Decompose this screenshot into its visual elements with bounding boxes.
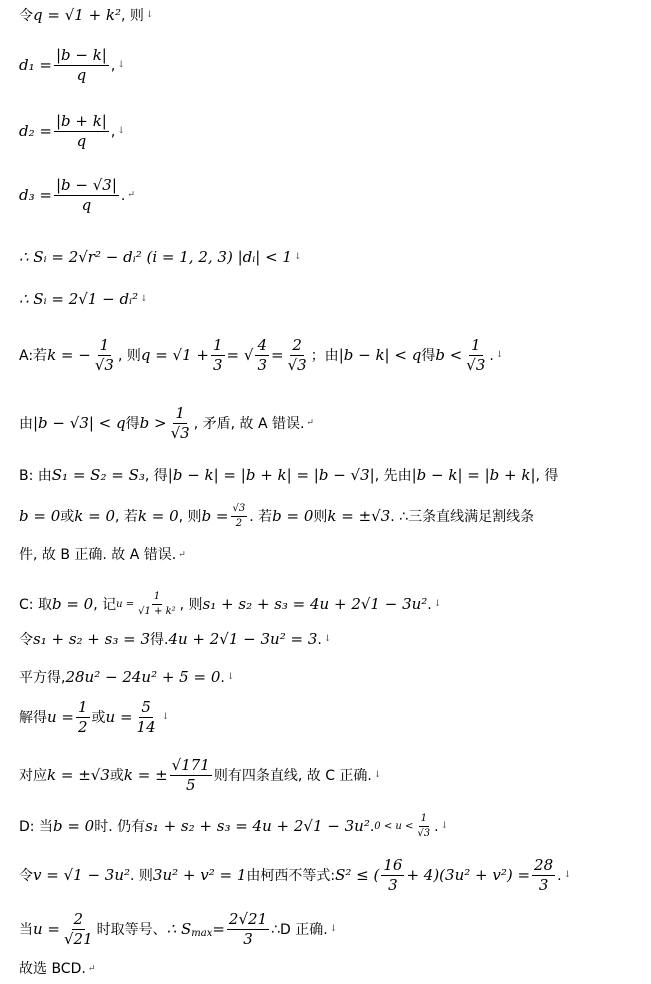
solution-line-3 bbox=[19, 114, 643, 149]
text: , 若 bbox=[115, 508, 138, 525]
formula: |b − k| = |b + k| = |b − √3| bbox=[167, 466, 375, 484]
fraction: $\frac{1}{\text{√1 + k²}}$ bbox=[138, 591, 176, 617]
text: ∴D 正确. bbox=[271, 921, 328, 938]
formula: ∴ S bbox=[166, 920, 192, 938]
fraction: $\frac{1}{√3}$ bbox=[417, 813, 431, 839]
fraction: $\frac{√3}{2}$ bbox=[232, 503, 246, 529]
solution-line-11 bbox=[19, 548, 643, 562]
solution-line-20 bbox=[19, 962, 643, 976]
solution-line-14 bbox=[19, 670, 643, 685]
text: . ∴三条直线满足割线条 bbox=[390, 508, 535, 525]
formula: 28u² − 24u² + 5 = 0 bbox=[65, 668, 221, 686]
text: , 得 bbox=[144, 467, 168, 484]
formula: b < bbox=[435, 346, 463, 364]
text: , 则 bbox=[121, 7, 144, 24]
line-break-mark: ↓ bbox=[433, 599, 442, 609]
text: 得 bbox=[421, 347, 436, 364]
fraction: $\frac{1}{2}$ bbox=[78, 698, 88, 736]
formula: S² ≤ ( bbox=[335, 866, 380, 884]
text: . bbox=[427, 596, 432, 613]
text: , bbox=[110, 123, 116, 140]
text: , 先由 bbox=[374, 467, 412, 484]
formula: = √ bbox=[226, 346, 254, 364]
formula: + 4)(3u² + v²) = bbox=[406, 866, 531, 884]
formula: u = bbox=[105, 708, 133, 726]
text: 得 bbox=[125, 415, 140, 432]
formula: 4u + 2√1 − 3u² = 3 bbox=[168, 630, 318, 648]
text: . bbox=[434, 818, 439, 835]
formula: 0 < u < bbox=[374, 820, 414, 832]
text: 对应 bbox=[19, 767, 47, 784]
text: , 则 bbox=[178, 508, 202, 525]
text: 或 bbox=[60, 508, 75, 525]
fraction: $\frac{1}{3}$ bbox=[213, 336, 223, 374]
formula: |b − k| < q bbox=[338, 346, 422, 364]
solution-line-19 bbox=[19, 912, 643, 947]
formula: q = √1 + bbox=[140, 346, 209, 364]
fraction: $\frac{1}{√3}$ bbox=[466, 336, 486, 374]
formula: b = 0 bbox=[51, 595, 94, 613]
text: 件, 故 B 正确. 故 A 错误. bbox=[19, 547, 177, 563]
solution-line-17 bbox=[19, 814, 643, 839]
text: 由 bbox=[19, 415, 33, 432]
formula: v = √1 − 3u² bbox=[33, 866, 131, 884]
solution-line-10 bbox=[19, 504, 643, 529]
solution-line-15 bbox=[19, 700, 643, 735]
formula: q = √1 + k² bbox=[33, 6, 122, 24]
fraction: $\frac{2√21}{3}$ bbox=[228, 910, 268, 948]
solution-line-16 bbox=[19, 758, 643, 793]
formula: s₁ + s₂ + s₃ = 4u + 2√1 − 3u² bbox=[145, 817, 370, 835]
text: B: 由 bbox=[19, 467, 52, 484]
formula: u = bbox=[116, 598, 135, 610]
formula: ∴ Sᵢ = 2√r² − dᵢ² (i = 1, 2, 3) |dᵢ| < 1 bbox=[19, 248, 292, 266]
text: . bbox=[317, 631, 322, 648]
text: 当 bbox=[19, 921, 33, 938]
text: 解得 bbox=[19, 709, 47, 726]
solution-line-18 bbox=[19, 858, 643, 893]
formula: b = 0 bbox=[272, 507, 314, 525]
formula: k = ±√3 bbox=[47, 766, 110, 784]
text: . 若 bbox=[249, 508, 273, 525]
line-break-mark: ↓ bbox=[373, 770, 382, 780]
line-break-mark: ↓ bbox=[440, 821, 449, 831]
text: 平方得, bbox=[19, 669, 66, 686]
formula: d₃ = bbox=[19, 186, 52, 204]
text: 时. 仍有 bbox=[94, 818, 146, 835]
text: A:若 bbox=[19, 347, 48, 364]
fraction: $\frac{4}{3}$ bbox=[257, 336, 267, 374]
line-break-mark: ↵ bbox=[127, 190, 135, 200]
fraction: $\frac{|b + k|}{q}$ bbox=[55, 112, 107, 150]
text: C: 取 bbox=[19, 596, 52, 613]
text: , bbox=[110, 57, 116, 74]
formula: b = 0 bbox=[19, 507, 61, 525]
formula: S₁ = S₂ = S₃ bbox=[51, 466, 145, 484]
text: 时取等号、 bbox=[96, 921, 167, 938]
text: . bbox=[489, 347, 494, 364]
line-break-mark: ↵ bbox=[87, 963, 96, 974]
fraction: $\frac{5}{14}$ bbox=[136, 698, 156, 736]
line-break-mark: ↓ bbox=[293, 252, 302, 262]
fraction: $\frac{1}{√3}$ bbox=[170, 404, 190, 442]
line-break-mark: ↓ bbox=[329, 924, 338, 934]
text: . bbox=[557, 867, 562, 884]
line-break-mark: ↓ bbox=[226, 672, 235, 682]
text: 令 bbox=[19, 7, 33, 24]
line-break-mark: ↵ bbox=[178, 549, 186, 560]
line-break-mark: ↵ bbox=[306, 418, 314, 428]
text: . 则 bbox=[130, 867, 153, 884]
formula: s₁ + s₂ + s₃ = 4u + 2√1 − 3u² bbox=[202, 595, 428, 613]
formula: k = − bbox=[47, 346, 91, 364]
text: 令 bbox=[19, 867, 33, 884]
solution-line-13 bbox=[19, 632, 643, 647]
solution-line-4 bbox=[19, 178, 643, 213]
text: 由柯西不等式: bbox=[246, 867, 336, 884]
text: D: 当 bbox=[19, 818, 53, 835]
fraction: $\frac{|b - k|}{q}$ bbox=[55, 46, 107, 84]
text: 令 bbox=[19, 631, 33, 648]
formula: k = 0 bbox=[74, 507, 115, 525]
formula: s₁ + s₂ + s₃ = 3 bbox=[33, 630, 150, 648]
solution-line-2 bbox=[19, 48, 643, 83]
formula: k = ±√3 bbox=[327, 507, 391, 525]
formula: u = bbox=[33, 920, 60, 938]
line-break-mark: ↓ bbox=[161, 712, 170, 722]
fraction: $\frac{√171}{5}$ bbox=[171, 756, 210, 794]
solution-line-12 bbox=[19, 592, 643, 617]
text: , 记 bbox=[93, 596, 117, 613]
formula: b = bbox=[201, 507, 229, 525]
text: , 则 bbox=[117, 347, 141, 364]
line-break-mark: ↓ bbox=[323, 634, 332, 644]
formula: u = bbox=[47, 708, 74, 726]
text: , 矛盾, 故 A 错误. bbox=[193, 415, 305, 432]
line-break-mark: ↓ bbox=[495, 350, 504, 360]
fraction: $\frac{2}{√21}$ bbox=[64, 910, 93, 948]
formula: d₁ = bbox=[19, 56, 52, 74]
formula: = bbox=[271, 346, 284, 364]
text: . bbox=[369, 818, 375, 835]
fraction: $\frac{|b - √3|}{q}$ bbox=[55, 176, 117, 214]
text: 则 bbox=[313, 508, 328, 525]
formula: 3u² + v² = 1 bbox=[152, 866, 247, 884]
line-break-mark: ↓ bbox=[117, 60, 125, 70]
text: 故选 BCD. bbox=[19, 961, 86, 977]
formula: ∴ Sᵢ = 2√1 − dᵢ² bbox=[19, 290, 139, 308]
text: , 得 bbox=[535, 467, 559, 484]
formula: k = 0 bbox=[137, 507, 179, 525]
formula: |b − √3| < q bbox=[33, 414, 126, 432]
solution-line-7 bbox=[19, 338, 643, 373]
fraction: $\frac{28}{3}$ bbox=[534, 856, 554, 894]
formula: k = ± bbox=[123, 766, 168, 784]
subscript: max bbox=[191, 927, 213, 939]
line-break-mark: ↓ bbox=[117, 126, 125, 136]
fraction: $\frac{2}{√3}$ bbox=[287, 336, 307, 374]
text: 得. bbox=[150, 631, 169, 648]
formula: b > bbox=[139, 414, 167, 432]
line-break-mark: ↓ bbox=[145, 10, 154, 20]
text: 或 bbox=[91, 709, 106, 726]
text: . bbox=[120, 187, 126, 204]
formula: |b − k| = |b + k| bbox=[411, 466, 536, 484]
formula: b = 0 bbox=[52, 817, 95, 835]
solution-line-6 bbox=[19, 292, 643, 307]
formula: d₂ = bbox=[19, 122, 52, 140]
fraction: $\frac{1}{√3}$ bbox=[94, 336, 114, 374]
solution-line-8 bbox=[19, 406, 643, 441]
text: 则有四条直线, 故 C 正确. bbox=[213, 767, 372, 784]
line-break-mark: ↓ bbox=[140, 294, 148, 304]
fraction: $\frac{16}{3}$ bbox=[383, 856, 403, 894]
text: ；由 bbox=[310, 347, 339, 364]
text: , 则 bbox=[179, 596, 203, 613]
text: 或 bbox=[109, 767, 124, 784]
line-break-mark: ↓ bbox=[563, 870, 572, 880]
solution-line-1 bbox=[19, 8, 643, 23]
formula: = bbox=[212, 920, 225, 938]
solution-line-9 bbox=[19, 468, 643, 483]
solution-line-5 bbox=[19, 250, 643, 265]
text: . bbox=[220, 669, 225, 686]
